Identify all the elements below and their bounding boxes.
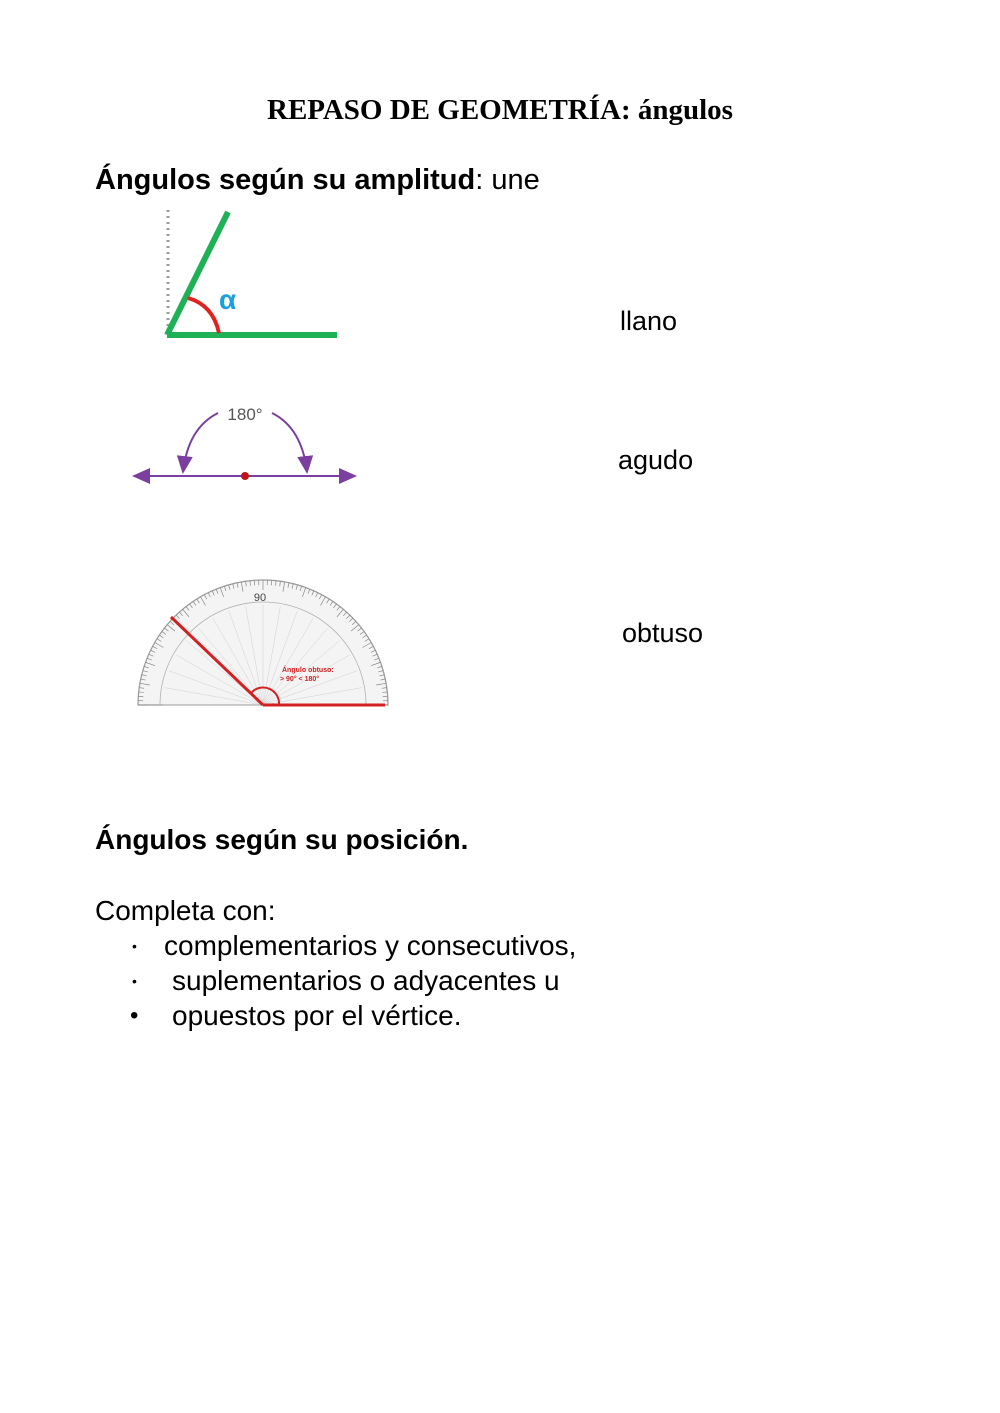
annotation-line1: Ángulo obtuso: bbox=[282, 667, 334, 674]
left-arc bbox=[183, 413, 218, 472]
word-llano: llano bbox=[620, 306, 678, 336]
page-title: REPASO DE GEOMETRÍA: ángulos bbox=[267, 94, 733, 126]
vertex-dot bbox=[241, 472, 249, 480]
acute-angle-figure bbox=[155, 205, 345, 345]
alpha-label: α bbox=[219, 284, 237, 315]
section-heading-position: Ángulos según su posición. bbox=[95, 824, 469, 855]
bullet-icon: • bbox=[132, 938, 137, 954]
angle-arc bbox=[188, 298, 219, 333]
word-obtuso: obtuso bbox=[622, 618, 704, 648]
option-text: opuestos por el vértice. bbox=[172, 1000, 462, 1031]
option-text: complementarios y consecutivos, bbox=[164, 930, 577, 961]
right-arc bbox=[272, 413, 307, 472]
bullet-icon: • bbox=[132, 973, 137, 989]
bullet-icon: • bbox=[130, 1002, 139, 1029]
straight-angle-figure bbox=[130, 398, 360, 488]
annotation-line2: > 90° < 180° bbox=[280, 676, 320, 683]
section-heading-amplitude-rest: : une bbox=[475, 164, 540, 196]
angle-slanted-ray bbox=[167, 212, 228, 335]
word-agudo: agudo bbox=[618, 445, 694, 475]
instruction-text: Completa con: bbox=[95, 895, 276, 926]
protractor-90-label: 90 bbox=[253, 592, 267, 604]
option-text: suplementarios o adyacentes u bbox=[172, 965, 560, 996]
protractor-figure bbox=[130, 575, 392, 715]
section-heading-amplitude bbox=[95, 164, 540, 197]
angle-180-label: 180° bbox=[227, 405, 263, 424]
section-heading-amplitude-bold: Ángulos según su amplitud bbox=[95, 164, 476, 196]
